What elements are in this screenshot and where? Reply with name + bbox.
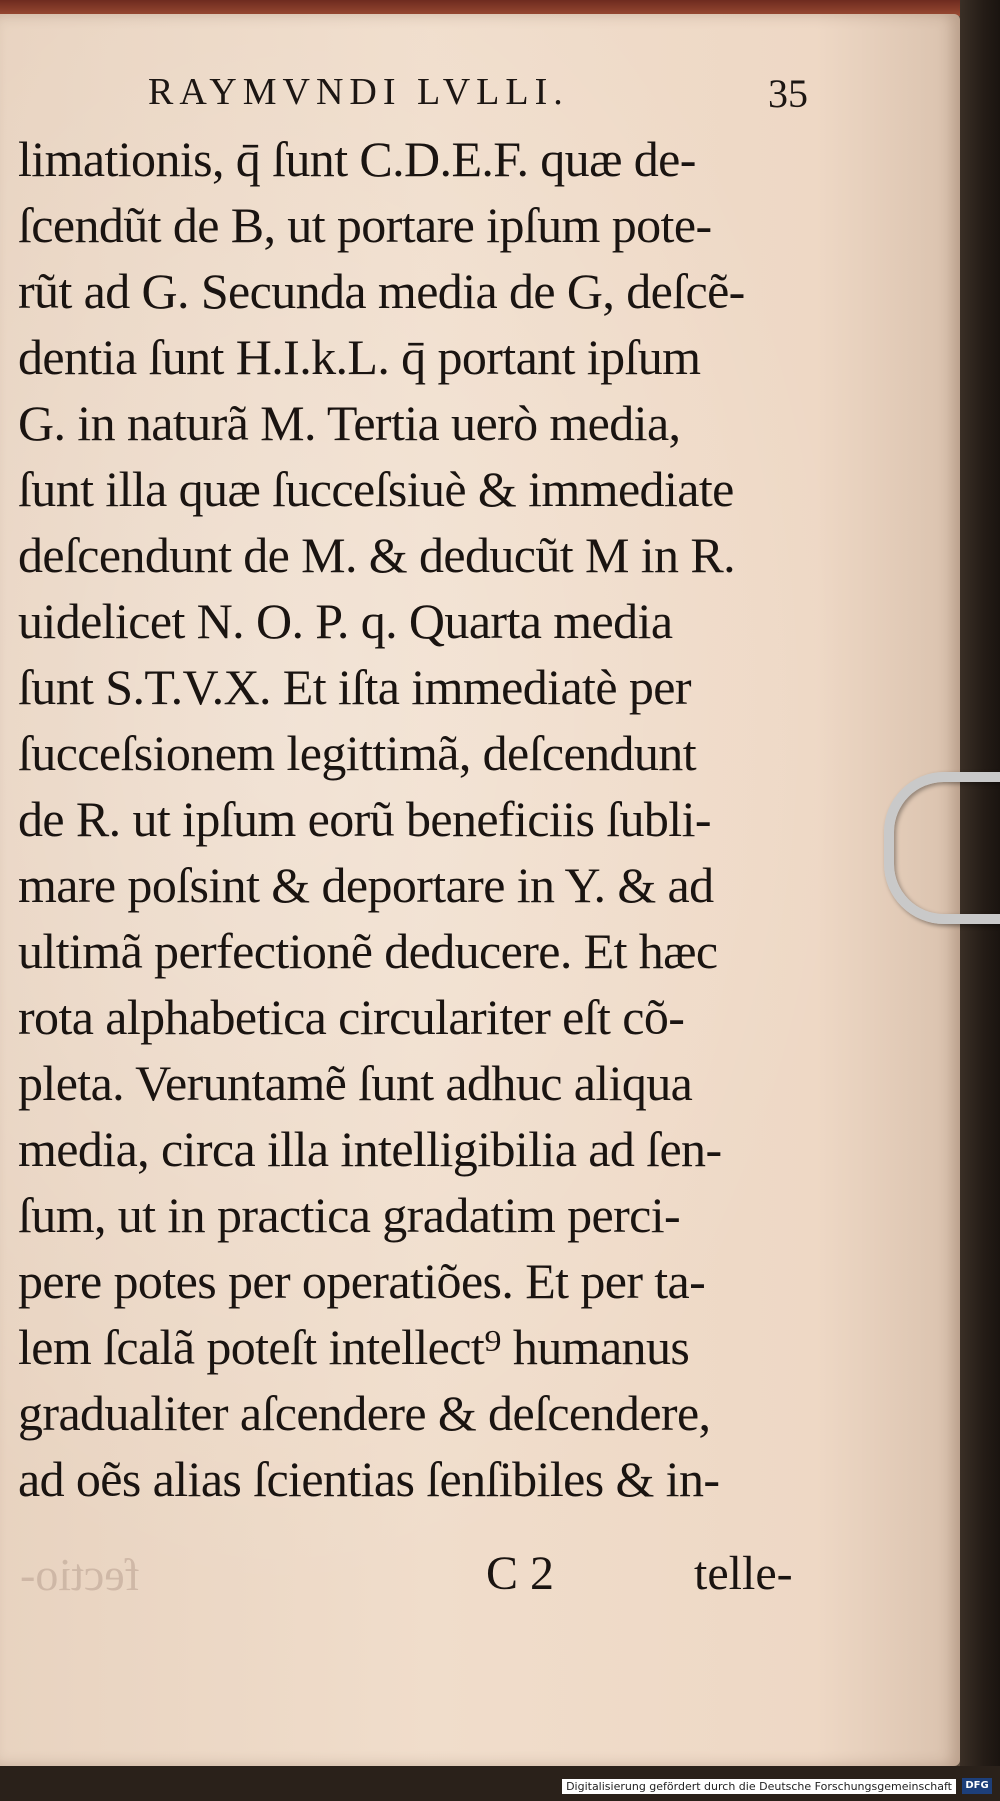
- body-text: [18, 126, 818, 1512]
- text-line: de R. ut ipſum eorũ beneficiis ſubli-: [18, 791, 711, 847]
- text-line: ſucceſsionem legittimã, deſcendunt: [18, 725, 696, 781]
- text-line: media, circa illa intelligibilia ad ſen-: [18, 1121, 722, 1177]
- text-line: ſum, ut in practica gradatim perci-: [18, 1187, 681, 1243]
- text-line: ſcendũt de B, ut portare ipſum pote-: [18, 197, 712, 253]
- catchword: telle-: [694, 1547, 793, 1600]
- text-line: rota alphabetica circulariter eſt cõ-: [18, 989, 685, 1045]
- text-line: mare poſsint & deportare in Y. & ad: [18, 857, 714, 913]
- text-line: pleta. Veruntamẽ ſunt adhuc aliqua: [18, 1055, 693, 1111]
- text-line: limationis, q̄ ſunt C.D.E.F. quæ de-: [18, 131, 696, 187]
- page-clip: [884, 772, 1000, 924]
- text-line: ſunt illa quæ ſucceſsiuè & immediate: [18, 461, 734, 517]
- text-line: deſcendunt de M. & deducũt M in R.: [18, 527, 735, 583]
- text-line: uidelicet N. O. P. q. Quarta media: [18, 593, 673, 649]
- book-page: [0, 14, 960, 1766]
- text-line: G. in naturã M. Tertia uerò media,: [18, 395, 681, 451]
- text-line: dentia ſunt H.I.k.L. q̄ portant ipſum: [18, 329, 701, 385]
- text-line: ultimã perfectionẽ deducere. Et hæc: [18, 923, 718, 979]
- bleed-through-text: fectio-: [20, 1549, 141, 1600]
- page-number: 35: [768, 71, 808, 116]
- signature-mark: C 2: [486, 1547, 555, 1600]
- text-line: gradualiter aſcendere & deſcendere,: [18, 1385, 711, 1441]
- text-line: rũt ad G. Secunda media de G, deſcẽ-: [18, 263, 745, 319]
- digitization-credit: Digitalisierung gefördert durch die Deutsche Forschungsgemeinschaft: [562, 1779, 956, 1794]
- text-line: ſunt S.T.V.X. Et iſta immediatè per: [18, 659, 691, 715]
- page-header: [148, 70, 808, 126]
- dfg-logo: DFG: [962, 1778, 992, 1794]
- text-line: pere potes per operatiões. Et per ta-: [18, 1253, 706, 1309]
- running-head: RAYMVNDI LVLLI.: [148, 71, 569, 113]
- text-line: ad oẽs alias ſcientias ſenſibiles & in-: [18, 1451, 720, 1507]
- text-line: lem ſcalã poteſt intellect⁹ humanus: [18, 1319, 690, 1375]
